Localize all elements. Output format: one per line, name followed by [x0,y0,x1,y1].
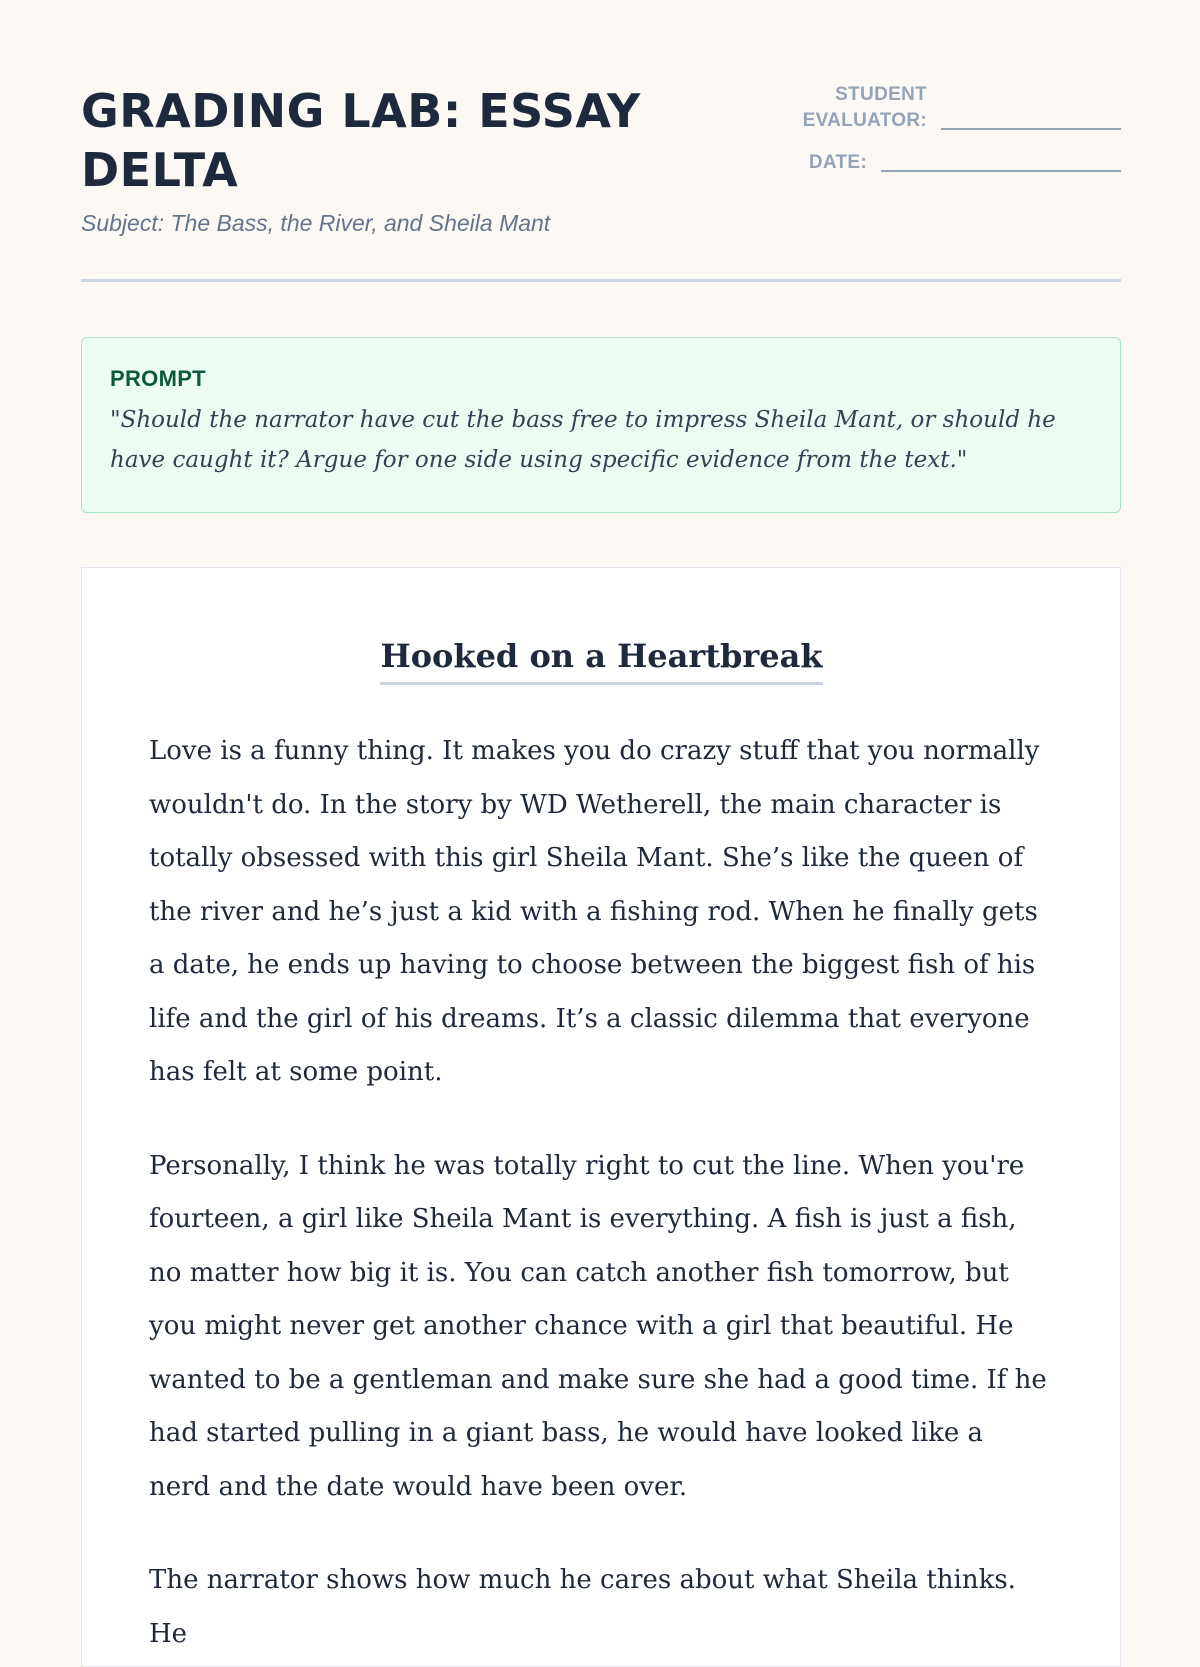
essay-paragraph: Love is a funny thing. It makes you do crazy stuff that you normally wouldn't do. In the story by WD Wetherell, the main character is totally obsessed with this girl Sheila Mant. She’s like the queen of the river and he’s just a kid with a fishing rod. When he finally gets a date, he ends up having to choose between the biggest fish of his life and the girl of his dreams. It’s a classic dilemma that everyone has felt at some point. [149,736,1040,1087]
essay-title: Hooked on a Heartbreak [380,634,822,685]
student-evaluator-label: STUDENT EVALUATOR: [802,84,927,131]
worksheet-header [81,82,1121,282]
student-evaluator-line[interactable] [941,128,1121,130]
essay-paragraph: Personally, I think he was totally right to cut the line. When you're fourteen, a girl like Sheila Mant is everything. A fish is just a fish, no matter how big it is. You can catch another fish tomorrow, but you might never get another chance with a girl that beautiful. He wanted to be a gentleman and make sure she had a good time. If he had started pulling in a giant bass, he would have looked like a nerd and the date would have been over. [149,1150,1047,1502]
essay-subject: Subject: The Bass, the River, and Sheila Mant [81,210,551,236]
date-label: DATE: [808,152,867,173]
date-line[interactable] [881,170,1121,172]
prompt-box [81,337,1121,513]
essay-card [81,567,1121,1667]
prompt-label: PROMPT [110,366,206,391]
essay-title-wrap [149,634,1054,685]
student-evaluator-field[interactable] [721,82,1121,134]
date-field[interactable] [721,150,1121,176]
essay-paragraph: The narrator shows how much he cares about what Sheila thinks. He [149,1565,1016,1649]
prompt-text: "Should the narrator have cut the bass free to impress Sheila Mant, or should he have caught it? Argue for one side using specific evidence from the text." [110,407,1056,473]
page-title: GRADING LAB: ESSAY DELTA [81,84,641,197]
